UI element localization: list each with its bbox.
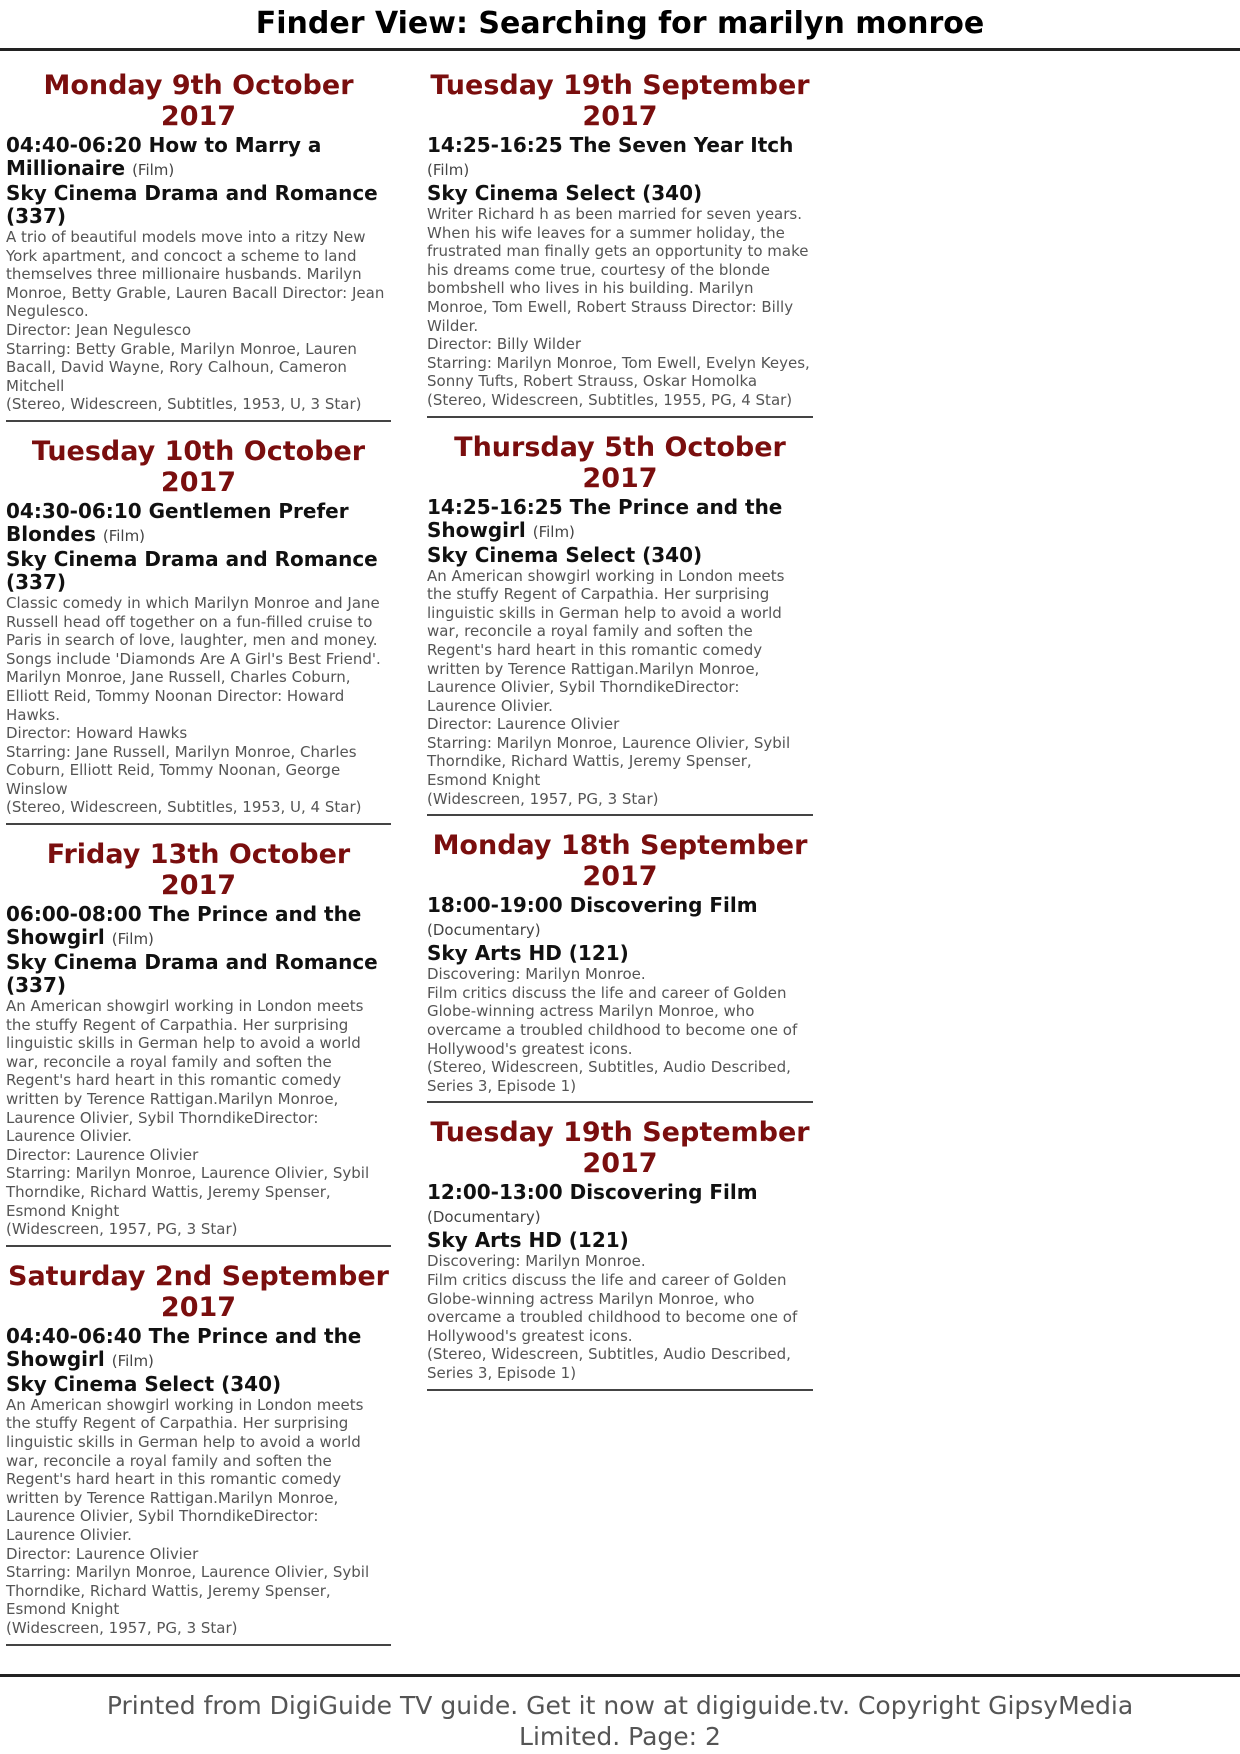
- programme-details: (Widescreen, 1957, PG, 3 Star): [6, 1618, 238, 1637]
- programme-details: (Stereo, Widescreen, Subtitles, Audio Described, Series 3, Episode 1): [427, 1345, 791, 1382]
- programme-director: Director: Howard Hawks: [6, 724, 188, 743]
- listing-date: Tuesday 19th September 2017: [430, 70, 810, 132]
- programme-details: (Widescreen, 1957, PG, 3 Star): [427, 789, 659, 808]
- time-title: 14:25-16:25 The Prince and the Showgirl: [427, 494, 783, 542]
- programme-details: (Stereo, Widescreen, Subtitles, 1955, PG, 4 Star): [427, 390, 793, 409]
- programme-title[interactable]: [427, 1181, 813, 1229]
- programme-title[interactable]: [6, 134, 391, 182]
- programme-description: Discovering: Marilyn Monroe.: [427, 1252, 646, 1271]
- programme-cast: Starring: Marilyn Monroe, Tom Ewell, Evelyn Keyes, Sonny Tufts, Robert Strauss, Oskar Homolka: [427, 353, 810, 391]
- time-title: 04:40-06:40 The Prince and the Showgirl: [6, 1323, 362, 1371]
- time-title: 18:00-19:00 Discovering Film: [427, 893, 758, 918]
- listing-entry: [427, 830, 813, 1103]
- genre-label: (Film): [102, 526, 146, 545]
- genre-label: (Documentary): [427, 1208, 541, 1227]
- programme-description: Classic comedy in which Marilyn Monroe and Jane Russell head off together on a fun-filled cruise to Paris in search of love, laughter, men and money. Songs include 'Diamonds Are A Girl's Best Friend'. Marilyn Monroe, Jane Russell, Charles Coburn, Elliott Reid, Tommy Noonan Director: Howard Hawks.: [6, 593, 381, 724]
- listing-entry: [6, 1261, 391, 1646]
- listing-entry: [6, 70, 391, 422]
- programme-description: A trio of beautiful models move into a ritzy New York apartment, and concoct a scheme to land themselves three millionaire husbands. Marilyn Monroe, Betty Grable, Lauren Bacall Director: Jean Negulesco.: [6, 228, 385, 321]
- programme-summary: Film critics discuss the life and career of Golden Globe-winning actress Marilyn Monroe, who overcame a troubled childhood to become one of Hollywood's greatest icons.: [427, 1271, 798, 1345]
- programme-description: Discovering: Marilyn Monroe.: [427, 965, 646, 984]
- listing-column-right: [427, 70, 813, 1405]
- programme-director: Director: Laurence Olivier: [6, 1544, 199, 1563]
- page-title: Finder View: Searching for marilyn monroe: [255, 6, 985, 41]
- programme-title[interactable]: [6, 1325, 391, 1373]
- programme-cast: Starring: Betty Grable, Marilyn Monroe, Lauren Bacall, David Wayne, Rory Calhoun, Cameron Mitchell: [6, 339, 357, 395]
- channel-name: Sky Cinema Drama and Romance (337): [6, 181, 378, 228]
- programme-title[interactable]: [427, 496, 813, 544]
- listing-date: Tuesday 19th September 2017: [430, 1117, 810, 1180]
- programme-description: Writer Richard h as been married for seven years. When his wife leaves for a summer holiday, the frustrated man finally gets an opportunity to make his dreams come true, courtesy of the blonde bombshell who lives in his building. Marilyn Monroe, Tom Ewell, Robert Strauss Director: Billy Wilder.: [427, 205, 809, 335]
- listing-date: Monday 9th October 2017: [43, 70, 354, 132]
- programme-details: (Widescreen, 1957, PG, 3 Star): [6, 1220, 238, 1239]
- programme-details: (Stereo, Widescreen, Subtitles, 1953, U, 3 Star): [6, 395, 362, 414]
- genre-label: (Film): [427, 161, 470, 179]
- programme-director: Director: Billy Wilder: [427, 335, 582, 354]
- channel-name: Sky Arts HD (121): [427, 1228, 629, 1253]
- listing-date: Thursday 5th October 2017: [454, 431, 786, 494]
- listing-date: Monday 18th September 2017: [432, 830, 808, 893]
- time-title: 14:25-16:25 The Seven Year Itch: [427, 133, 794, 157]
- programme-title[interactable]: [6, 903, 391, 951]
- programme-director: Director: Laurence Olivier: [427, 715, 620, 734]
- programme-summary: Film critics discuss the life and career of Golden Globe-winning actress Marilyn Monroe, who overcame a troubled childhood to become one of Hollywood's greatest icons.: [427, 983, 798, 1058]
- programme-cast: Starring: Jane Russell, Marilyn Monroe, Charles Coburn, Elliott Reid, Tommy Noonan, George Winslow: [6, 742, 357, 798]
- channel-name: Sky Cinema Select (340): [6, 1371, 282, 1396]
- programme-cast: Starring: Marilyn Monroe, Laurence Olivier, Sybil Thorndike, Richard Wattis, Jeremy Spenser, Esmond Knight: [427, 733, 791, 790]
- genre-label: (Film): [111, 1351, 154, 1370]
- listing-date: Tuesday 10th October 2017: [31, 435, 366, 498]
- genre-label: (Documentary): [427, 921, 541, 940]
- channel-name: Sky Arts HD (121): [427, 941, 629, 966]
- listing-entry: [6, 436, 391, 825]
- programme-cast: Starring: Marilyn Monroe, Laurence Olivier, Sybil Thorndike, Richard Wattis, Jeremy Spenser, Esmond Knight: [6, 1164, 370, 1220]
- genre-label: (Film): [132, 161, 175, 179]
- programme-details: (Stereo, Widescreen, Subtitles, Audio Described, Series 3, Episode 1): [427, 1058, 791, 1095]
- programme-description: An American showgirl working in London meets the stuffy Regent of Carpathia. Her surprising linguistic skills in German help to avoid a world war, reconcile a royal family and soften the Regent's hard heart in this romantic comedy written by Terence Rattigan.Marilyn Monroe, Laurence Olivier, Sybil ThorndikeDirector: Laurence Olivier.: [6, 1395, 364, 1544]
- listing-column-left: [6, 70, 391, 1660]
- header-divider: [0, 48, 1240, 51]
- programme-cast: Starring: Marilyn Monroe, Laurence Olivier, Sybil Thorndike, Richard Wattis, Jeremy Spenser, Esmond Knight: [6, 1563, 370, 1619]
- listing-date: Friday 13th October 2017: [46, 839, 351, 902]
- genre-label: (Film): [532, 522, 575, 541]
- listing-entry: [427, 432, 813, 817]
- programme-title[interactable]: [6, 500, 391, 548]
- listing-date: Saturday 2nd September 2017: [8, 1260, 389, 1323]
- time-title: 06:00-08:00 The Prince and the Showgirl: [6, 902, 362, 950]
- programme-description: An American showgirl working in London meets the stuffy Regent of Carpathia. Her surprising linguistic skills in German help to avoid a world war, reconcile a royal family and soften the Regent's hard heart in this romantic comedy written by Terence Rattigan.Marilyn Monroe, Laurence Olivier, Sybil ThorndikeDirector: Laurence Olivier.: [427, 566, 785, 715]
- channel-name: Sky Cinema Drama and Romance (337): [6, 950, 378, 998]
- programme-title[interactable]: [427, 134, 813, 182]
- genre-label: (Film): [111, 930, 154, 949]
- print-footer: Printed from DigiGuide TV guide. Get it now at digiguide.tv. Copyright GipsyMedia Limited. Page: 2: [106, 1691, 1134, 1751]
- time-title: 12:00-13:00 Discovering Film: [427, 1180, 758, 1205]
- programme-director: Director: Laurence Olivier: [6, 1145, 199, 1164]
- time-title: 04:30-06:10 Gentlemen Prefer Blondes: [6, 498, 349, 546]
- footer-divider: [0, 1674, 1240, 1677]
- time-title: 04:40-06:20 How to Marry a Millionaire: [6, 133, 322, 180]
- channel-name: Sky Cinema Drama and Romance (337): [6, 546, 378, 594]
- listing-entry: [427, 1117, 813, 1390]
- channel-name: Sky Cinema Select (340): [427, 181, 703, 205]
- programme-title[interactable]: [427, 894, 813, 942]
- programme-description: An American showgirl working in London meets the stuffy Regent of Carpathia. Her surprising linguistic skills in German help to avoid a world war, reconcile a royal family and soften the Regent's hard heart in this romantic comedy written by Terence Rattigan.Marilyn Monroe, Laurence Olivier, Sybil ThorndikeDirector: Laurence Olivier.: [6, 997, 364, 1146]
- listing-entry: [6, 839, 391, 1247]
- listing-entry: [427, 70, 813, 418]
- programme-details: (Stereo, Widescreen, Subtitles, 1953, U, 4 Star): [6, 798, 362, 817]
- programme-director: Director: Jean Negulesco: [6, 320, 192, 339]
- channel-name: Sky Cinema Select (340): [427, 542, 703, 567]
